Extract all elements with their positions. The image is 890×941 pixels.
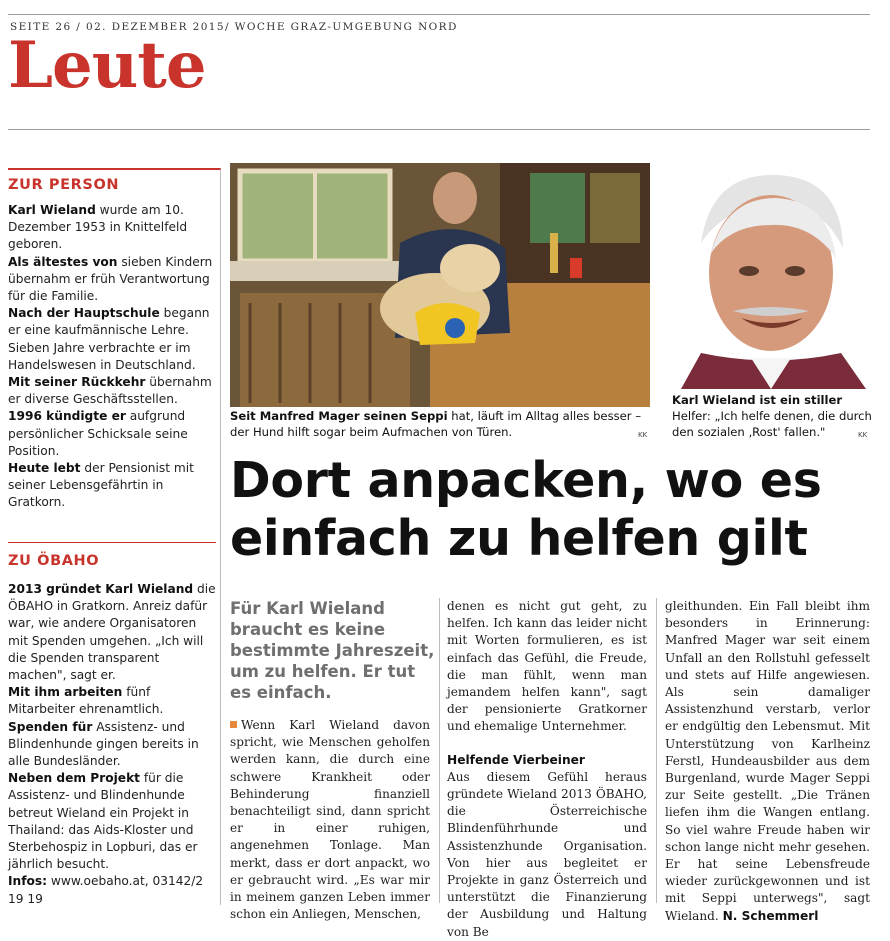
sidebar-fact-text: fünf Mitarbeiter ehrenamtlich. — [8, 685, 164, 717]
article-subhead: Helfende Vierbeiner — [447, 752, 585, 767]
photo1-credit: KK — [638, 431, 648, 439]
sidebar-fact — [8, 873, 216, 907]
headline-line1: Dort anpacken, wo es — [230, 452, 822, 509]
sidebar-fact-lead: Neben dem Projekt — [8, 771, 140, 786]
photo2-caption — [672, 392, 872, 440]
sidebar-fact-lead: Spenden für — [8, 719, 93, 734]
top-rule — [8, 14, 870, 15]
sidebar-fact — [8, 684, 216, 718]
obaho-list — [8, 581, 216, 908]
col3-text: gleithunden. Ein Fall bleibt ihm besonders in Erinnerung: Manfred Mager war seit einem Unfall an den Rollstuhl gefesselt und stets auf Hilfe angewiesen. Als sein damaliger Assistenzhund verstarb, verlor er endgültig den Lebensmut. Mit Unterstützung von Karlheinz Ferstl, Hundeausbilder aus dem Burgenland, wurde Mager Seppi zur Seite gestellt. „Die Tränen liefen ihm die Wangen entlang. So viel wahre Freude haben wir schon lange nicht mehr gesehen. Er hat seine Lebensfreude wieder zurückgewonnen und ist mit Seppi unterwegs", sagt Wieland. — [665, 599, 870, 923]
sidebar-fact-text: begann er eine kaufmännische Lehre. Sieben Jahre verbrachte er im Handelswesen in Deutschland. — [8, 306, 210, 372]
photo-wieland-portrait — [671, 163, 871, 389]
photo-mager-with-dog — [230, 163, 650, 407]
sidebar-fact — [8, 305, 216, 374]
sidebar-fact-text: Assistenz- und Blindenhunde gingen bereits in alle Bundesländer. — [8, 719, 199, 769]
column-divider-2 — [656, 598, 657, 903]
headline-line2: einfach zu helfen gilt — [230, 510, 808, 567]
col2-text-b: Aus diesem Gefühl heraus gründete Wieland 2013 ÖBAHO, die Österreichische Blindenführhunde und Assistenzhunde Organisation. Von hier aus begleitet er Projekte in ganz Österreich und unterstützt die Finanzierung der Ausbildung und Haltung von Be — [447, 769, 647, 939]
caption1-text: hat, läuft im Alltag alles besser – der Hund hilft sogar beim Aufmachen von Türen. — [230, 409, 642, 439]
sidebar-fact — [8, 460, 216, 512]
section-title: Leute — [8, 28, 206, 103]
sidebar-fact-text: für die Assistenz- und Blindenhunde betreut Wieland ein Projekt in Thailand: das Aids-Kloster und Sterbehospiz in Lopburi, das er jährlich besucht. — [8, 771, 198, 872]
col1-text: Wenn Karl Wieland davon spricht, wie Menschen geholfen werden kann, die durch eine schwere Krankheit oder Behinderung finanziell benachteiligt sind, dann spricht er in einer ruhigen, angenehmen Tonlage. Man merkt, dass er dort anpackt, wo er gebraucht wird. „Es war mir in meinem ganzen Leben immer schon ein Anliegen, Menschen, — [230, 718, 430, 922]
page-meta: SEITE 26 / 02. DEZEMBER 2015/ WOCHE GRAZ-UMGEBUNG NORD — [10, 21, 458, 33]
article-headline — [230, 452, 880, 568]
article-author: N. Schemmerl — [722, 908, 819, 923]
sidebar-fact — [8, 374, 216, 408]
sidebar-fact-lead: Infos: — [8, 874, 48, 889]
sidebar-fact-lead: 2013 gründet Karl Wieland — [8, 582, 194, 596]
caption2-text: Helfer: „Ich helfe denen, die durch den sozialen ‚Rost' fallen." — [672, 409, 872, 439]
sidebar-fact-text: www.oebaho.at, 03142/2 19 19 — [8, 874, 204, 906]
sidebar-fact — [8, 202, 216, 254]
person-heading: ZUR PERSON — [8, 177, 120, 193]
obaho-heading: ZU ÖBAHO — [8, 553, 100, 569]
sidebar-fact-lead: Nach der Hauptschule — [8, 306, 160, 321]
sidebar-fact-text: sieben Kindern übernahm er früh Verantwortung für die Familie. — [8, 254, 213, 304]
body-column-2 — [447, 598, 647, 941]
sidebar-fact — [8, 770, 216, 873]
person-list — [8, 202, 216, 512]
photo2-credit: KK — [858, 431, 868, 439]
caption1-lead: Seit Manfred Mager seinen Seppi — [230, 409, 448, 423]
sidebar-fact-text: der Pensionist mit seiner Lebensgefährtin in Gratkorn. — [8, 461, 194, 510]
body-column-3 — [665, 598, 870, 925]
bullet-icon — [230, 721, 237, 728]
col2-text-a: denen es nicht gut geht, zu helfen. Ich kann das leider nicht mit Worten formulieren, es ist einfach das Gefühl, die Freude, die man fühlt, wenn man jemandem helfen kann", sagt der pensionierte Gratkorner und ehemalige Unternehmer. — [447, 599, 647, 734]
sidebar-fact-lead: Mit seiner Rückkehr — [8, 375, 146, 390]
photo-illustration — [230, 163, 650, 407]
sidebar-fact-lead: Als ältestes von — [8, 254, 118, 269]
sidebar-fact-text: aufgrund persönlicher Schicksale seine Position. — [8, 409, 188, 458]
sidebar-fact-lead: Heute lebt — [8, 461, 81, 476]
portrait-illustration — [671, 163, 871, 389]
article-teaser: Für Karl Wieland braucht es keine bestimmte Jahreszeit, um zu helfen. Er tut es einfach. — [230, 599, 435, 702]
sidebar-fact-text: die ÖBAHO in Gratkorn. Anreiz dafür war, wie andere Organisatoren mit Spenden umgehen. „Ich will die Spenden transparent machen", sagt er. — [8, 582, 216, 683]
column-divider-1 — [439, 598, 440, 903]
sidebar-fact — [8, 581, 216, 684]
sidebar — [8, 168, 221, 905]
sidebar-fact-text: übernahm er diverse Geschäftsstellen. — [8, 375, 212, 407]
sidebar-fact-text: wurde am 10. Dezember 1953 in Knittelfeld geboren. — [8, 203, 188, 252]
sidebar-divider — [8, 542, 216, 543]
caption2-lead: Karl Wieland ist ein stiller — [672, 393, 843, 407]
sidebar-fact — [8, 254, 216, 306]
sidebar-fact-lead: 1996 kündigte er — [8, 409, 126, 424]
sidebar-fact-lead: Karl Wieland — [8, 203, 96, 217]
sidebar-fact-lead: Mit ihm arbeiten — [8, 685, 123, 700]
photo1-caption — [230, 408, 650, 440]
body-column-1 — [230, 717, 430, 923]
sidebar-fact — [8, 408, 216, 460]
header-rule — [8, 129, 870, 130]
sidebar-fact — [8, 719, 216, 771]
